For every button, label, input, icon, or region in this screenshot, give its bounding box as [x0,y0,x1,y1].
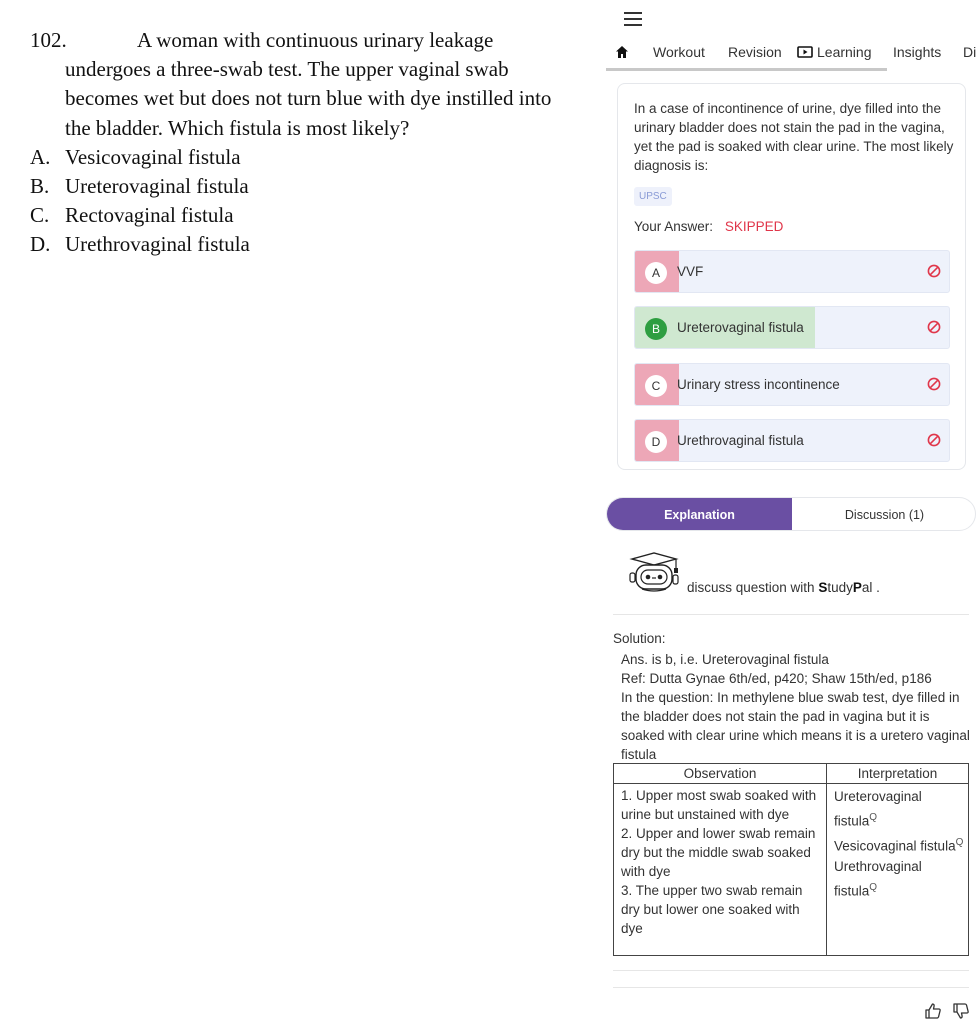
ban-icon [927,377,941,391]
play-icon [797,46,813,59]
option-letter-badge: B [645,318,667,340]
question-first-line [30,26,590,55]
interpretation-text: Urethrovaginal fistula [834,859,922,899]
option-c[interactable] [634,363,950,406]
solution-answer: Ans. is b, i.e. Ureterovaginal fistula [621,652,829,667]
option-text: VVF [677,264,704,279]
question-line: becomes wet but does not turn blue with dye instilled into [65,86,552,111]
menu-icon[interactable] [624,12,642,26]
ban-icon [927,320,941,334]
observation-cell: 1. Upper most swab soaked with urine but unstained with dye 2. Upper and lower swab remain dry but the middle swab soaked with dye 3. The upper two swab remain dry but lower one soaked with dye [614,784,827,956]
divider [613,614,969,615]
option-text: Urethrovaginal fistula [677,433,804,448]
divider [613,970,969,971]
option-text: Ureterovaginal fistula [65,174,249,199]
studypal-al: al . [861,580,880,595]
interpretation-item [834,856,964,902]
q-superscript: Q [869,882,878,893]
tab-revision[interactable]: Revision [728,44,782,60]
studypal-robot-icon[interactable] [626,551,682,593]
ban-icon [927,264,941,278]
option-text: Rectovaginal fistula [65,203,234,228]
explanation-tabs [606,497,976,531]
tab-di[interactable]: Di [963,44,976,60]
q-superscript: Q [955,836,964,848]
interpretation-item [834,832,964,857]
feedback-buttons [924,1002,970,1020]
printed-question [30,26,590,260]
option-text: Urethrovaginal fistula [65,232,250,257]
option-letter: D. [30,232,51,257]
home-icon[interactable] [615,45,629,59]
your-answer-label: Your Answer: [634,219,714,234]
app-panel [606,0,976,1034]
option-letter: B. [30,174,50,199]
printed-option-c [30,201,590,230]
exam-tag: UPSC [634,187,672,206]
studypal-link[interactable] [687,580,880,595]
interpretation-text: Vesicovaginal fistula [834,838,956,853]
question-line: the bladder. Which fistula is most likely? [65,115,410,140]
printed-option-d [30,230,590,259]
option-letter-badge: D [645,431,667,453]
tab-explanation[interactable]: Explanation [607,498,792,531]
question-line: A woman with continuous urinary leakage [137,28,494,52]
divider [613,987,969,988]
your-answer [634,219,783,234]
tab-learning[interactable] [797,44,872,60]
solution-table [613,763,969,956]
option-d[interactable] [634,419,950,462]
option-b[interactable] [634,306,950,349]
tab-discussion[interactable]: Discussion (1) [844,508,925,522]
top-nav [606,38,976,72]
your-answer-value: SKIPPED [724,219,784,234]
question-number: 102. [30,28,67,52]
solution-body [621,650,971,764]
studypal-s: S [818,580,828,595]
thumbs-down-icon[interactable] [952,1002,970,1020]
option-letter-badge: C [645,375,667,397]
studypal-prefix: discuss question with [687,580,819,595]
printed-option-b [30,172,590,201]
option-text: Urinary stress incontinence [677,377,840,392]
interpretation-item [834,786,964,832]
interpretation-text: Ureterovaginal fistula [834,789,922,829]
q-superscript: Q [869,812,878,823]
tab-workout[interactable]: Workout [653,44,705,60]
thumbs-up-icon[interactable] [924,1002,942,1020]
solution-reference: Ref: Dutta Gynae 6th/ed, p420; Shaw 15th/ed, p186 [621,671,932,686]
option-letter: C. [30,203,50,228]
option-letter: A. [30,144,51,169]
ban-icon [927,433,941,447]
tab-learning-label: Learning [817,44,872,60]
option-text: Vesicovaginal fistula [65,144,241,169]
option-letter-badge: A [645,262,667,284]
nav-scroll-indicator [606,68,887,71]
question-text: In a case of incontinence of urine, dye filled into the urinary bladder does not stain the pad in the vagina, yet the pad is soaked with clear urine. The most likely diagnosis is: [634,101,954,173]
question-card [617,83,966,470]
tab-insights[interactable]: Insights [893,44,942,60]
table-header-observation: Observation [614,764,827,784]
studypal-tudy: tudy [827,580,853,595]
solution-explanation: In the question: In methylene blue swab test, dye filled in the bladder does not stain the pad in vagina but it is soaked with clear urine which means it is a uretero vaginal fistula [621,690,970,762]
option-text: Ureterovaginal fistula [677,320,804,335]
printed-option-a [30,143,590,172]
option-a[interactable] [634,250,950,293]
studypal-p: P [852,580,862,595]
solution-title: Solution: [613,631,666,646]
interpretation-cell [827,784,969,956]
question-line: undergoes a three-swab test. The upper vaginal swab [65,57,509,82]
table-header-interpretation: Interpretation [827,764,969,784]
